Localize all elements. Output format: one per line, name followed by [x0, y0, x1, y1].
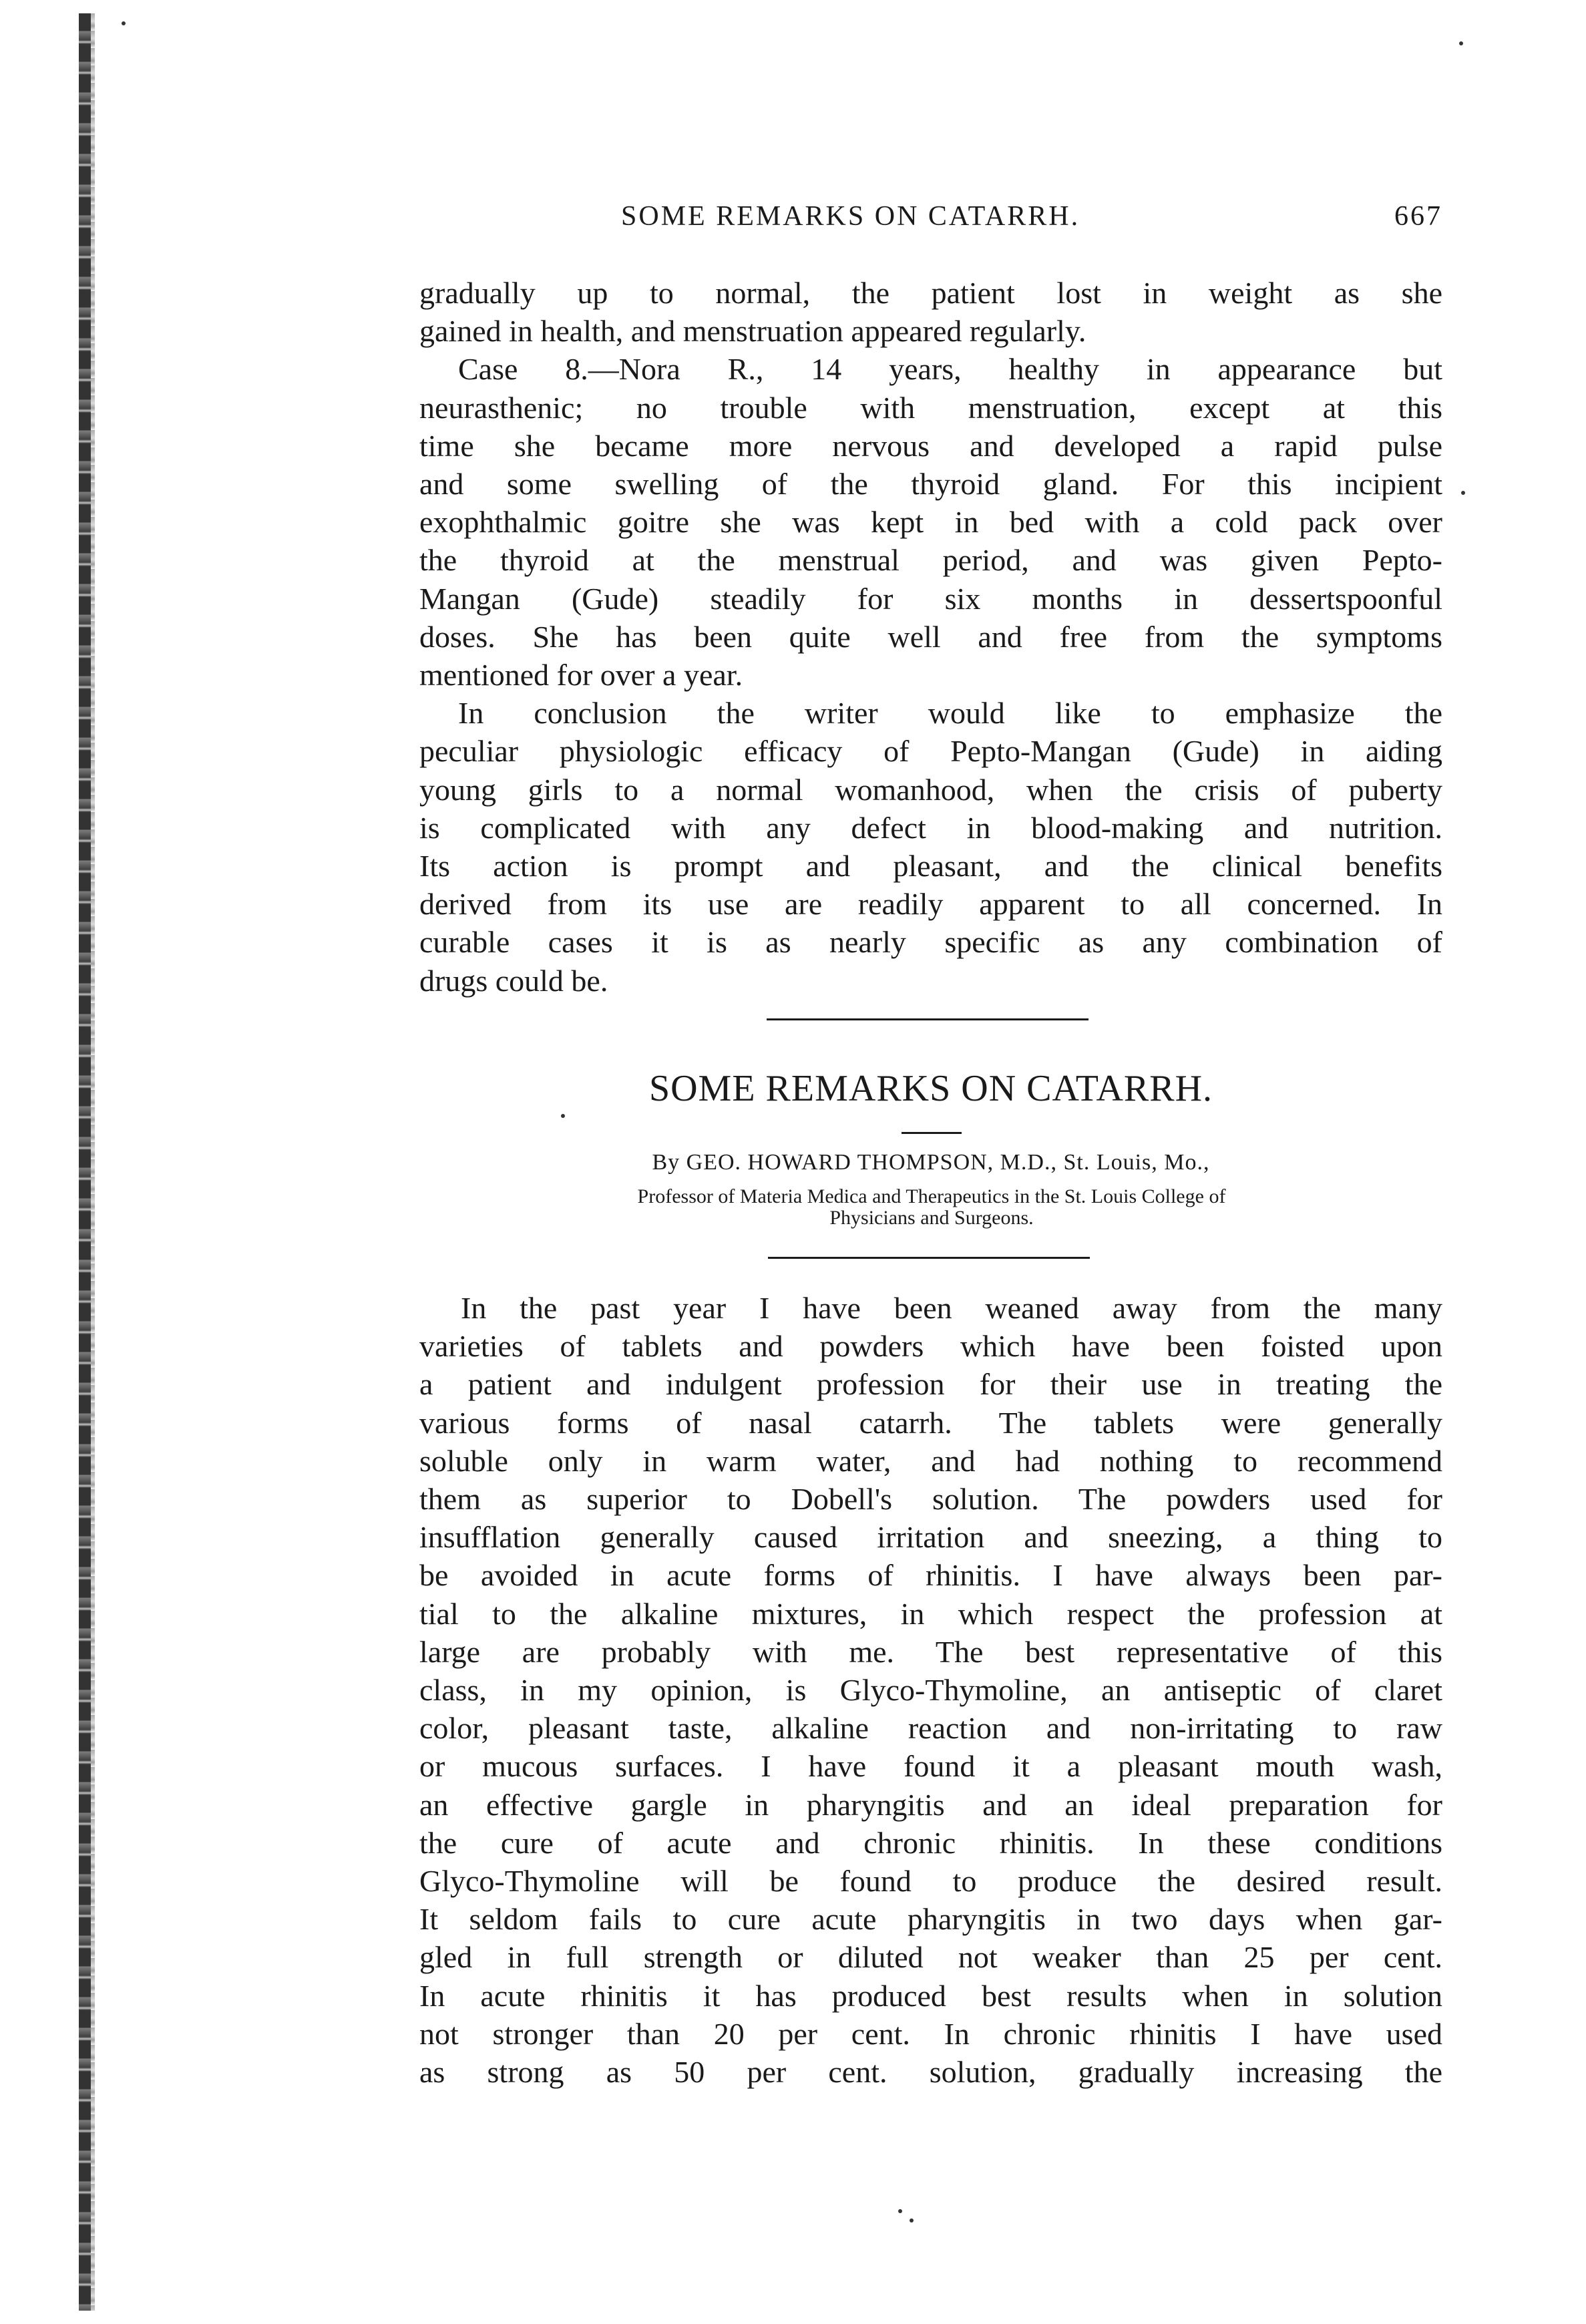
text-line: Its action is prompt and pleasant, and the clinical benefits [419, 849, 1442, 884]
text-line: color, pleasant taste, alkaline reaction and non-irritating to raw [419, 1711, 1442, 1746]
text-line: Mangan (Gude) steadily for six months in dessertspoonful [419, 581, 1442, 616]
text-line: tial to the alkaline mixtures, in which respect the profession at [419, 1596, 1442, 1631]
text-line: gled in full strength or diluted not weaker than 25 per cent. [419, 1940, 1442, 1975]
text-line: an effective gargle in pharyngitis and an ideal preparation for [419, 1787, 1442, 1822]
text-line: doses. She has been quite well and free from the symptoms [419, 619, 1442, 654]
text-line: In conclusion the writer would like to emphasize the [458, 696, 1442, 731]
text-line: peculiar physiologic efficacy of Pepto-Mangan (Gude) in aiding [419, 734, 1442, 769]
text-line: insufflation generally caused irritation and sneezing, a thing to [419, 1520, 1442, 1555]
running-head [421, 200, 1442, 240]
text-line: as strong as 50 per cent. solution, gradually increasing the [419, 2055, 1442, 2090]
text-line: soluble only in warm water, and had nothing to recommend [419, 1443, 1442, 1478]
text-line: is complicated with any defect in blood-making and nutrition. [419, 810, 1442, 845]
page-binding-shadow [91, 13, 95, 2311]
text-line: young girls to a normal womanhood, when the crisis of puberty [419, 772, 1442, 807]
article-byline: By GEO. HOWARD THOMPSON, M.D., St. Louis, Mo., [652, 1150, 1210, 1175]
author-affiliation [467, 1186, 1396, 1229]
affiliation-line: Professor of Materia Medica and Therapeutics in the St. Louis College of [637, 1185, 1226, 1207]
text-line: be avoided in acute forms of rhinitis. I have always been par- [419, 1558, 1442, 1593]
text-line: or mucous surfaces. I have found it a pleasant mouth wash, [419, 1749, 1442, 1784]
paper-speck [910, 2218, 914, 2222]
text-line: a patient and indulgent profession for their use in treating the [419, 1367, 1442, 1402]
text-line: varieties of tablets and powders which have been foisted upon [419, 1329, 1442, 1364]
article-body [419, 1289, 1442, 2091]
text-line: neurasthenic; no trouble with menstruation, except at this [419, 390, 1442, 425]
text-line: large are probably with me. The best representative of this [419, 1634, 1442, 1669]
text-line: not stronger than 20 per cent. In chronic rhinitis I have used [419, 2016, 1442, 2051]
text-line: the cure of acute and chronic rhinitis. In these conditions [419, 1825, 1442, 1860]
byline-rule [768, 1257, 1090, 1259]
text-line: In the past year I have been weaned away from the many [461, 1291, 1442, 1325]
text-line: In acute rhinitis it has produced best results when in solution [419, 1978, 1442, 2013]
text-line: gradually up to normal, the patient lost in weight as she [419, 276, 1442, 310]
text-line: Case 8.—Nora R., 14 years, healthy in appearance but [458, 352, 1442, 387]
text-line: exophthalmic goitre she was kept in bed with a cold pack over [419, 505, 1442, 540]
running-head-title: SOME REMARKS ON CATARRH. [621, 201, 1080, 232]
text-line: class, in my opinion, is Glyco-Thymoline, an antiseptic of claret [419, 1673, 1442, 1708]
paper-speck [122, 21, 126, 25]
text-line: It seldom fails to cure acute pharyngitis in two days when gar- [419, 1902, 1442, 1937]
text-line: derived from its use are readily apparent to all concerned. In [419, 887, 1442, 922]
page-number: 667 [1394, 201, 1442, 232]
previous-article-text [419, 274, 1442, 1000]
text-line: various forms of nasal catarrh. The tablets were generally [419, 1405, 1442, 1440]
title-rule [902, 1132, 962, 1134]
paper-speck [1459, 41, 1463, 45]
text-line: gained in health, and menstruation appeared regularly. [419, 314, 1086, 349]
text-line: mentioned for over a year. [419, 658, 743, 693]
text-line: the thyroid at the menstrual period, and was given Pepto- [419, 543, 1442, 578]
paper-speck [898, 2209, 902, 2213]
text-line: Glyco-Thymoline will be found to produce the desired result. [419, 1864, 1442, 1899]
page-binding-edge [79, 13, 91, 2311]
text-line: time she became more nervous and developed a rapid pulse [419, 428, 1442, 463]
section-separator-rule [767, 1018, 1088, 1020]
paper-speck [1461, 491, 1465, 495]
affiliation-line: Physicians and Surgeons. [829, 1207, 1034, 1229]
text-line: them as superior to Dobell's solution. The powders used for [419, 1482, 1442, 1517]
article-title: SOME REMARKS ON CATARRH. [648, 1068, 1213, 1109]
text-line: and some swelling of the thyroid gland. For this incipient [419, 467, 1442, 502]
text-line: drugs could be. [419, 963, 608, 998]
text-line: curable cases it is as nearly specific as any combination of [419, 925, 1442, 960]
paper-speck [561, 1114, 565, 1118]
